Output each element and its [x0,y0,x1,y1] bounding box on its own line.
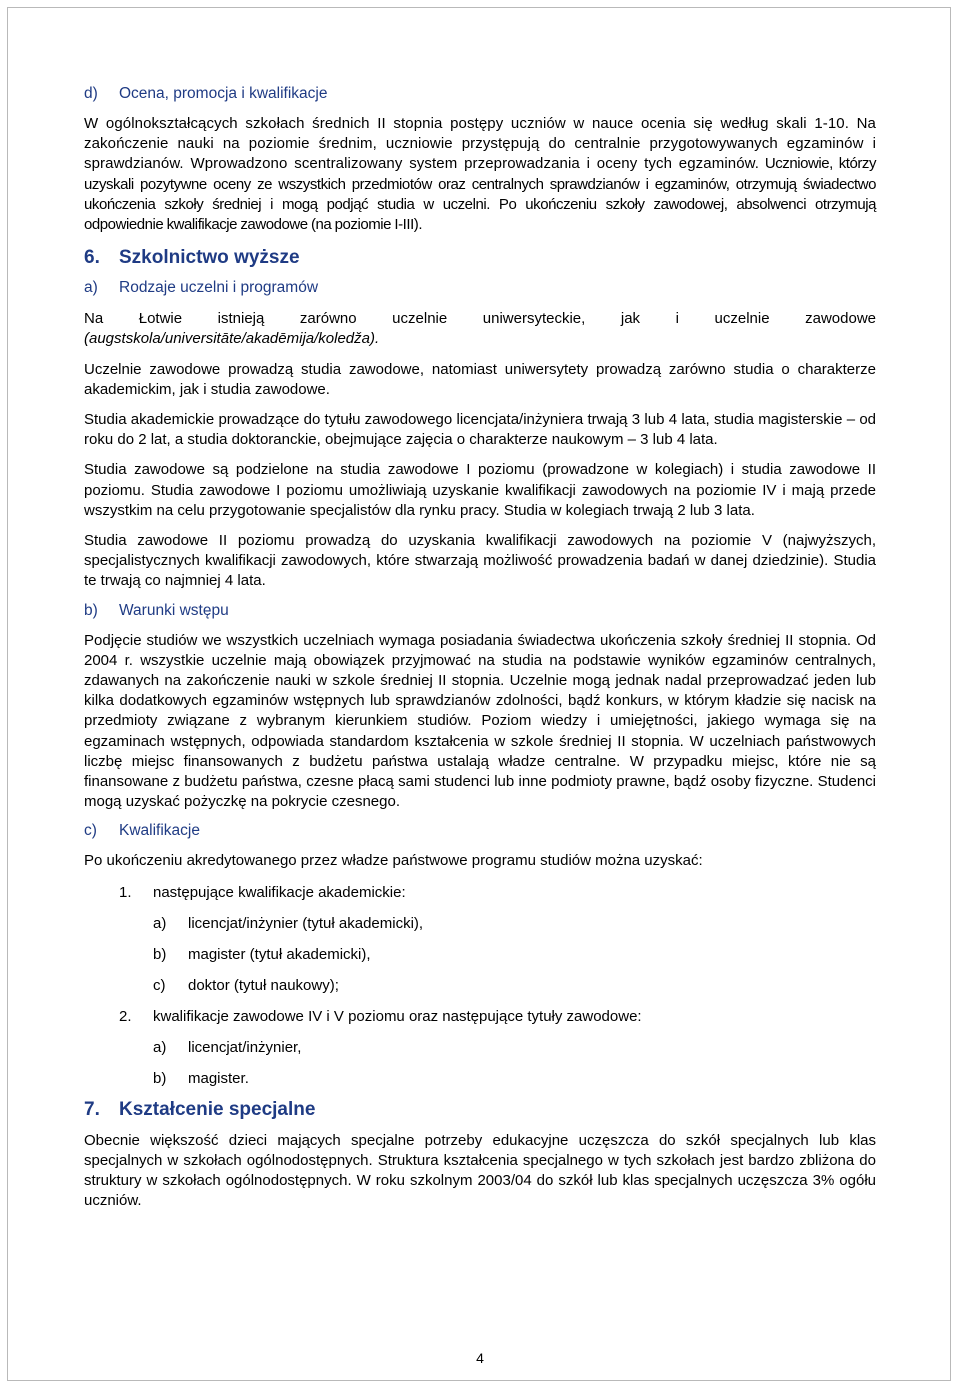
heading-6a [84,279,876,297]
heading-title: Warunki wstępu [119,601,229,619]
sublist-item [84,976,876,996]
list-marker: 1. [119,883,132,901]
heading-marker: b) [84,601,98,619]
heading-marker: a) [84,279,98,297]
qualifications-list [84,883,876,1089]
paragraph-grading [84,114,876,235]
paragraph-grading-part2: Uczniowie, którzy uzyskali pozytywne oceny ze wszystkich przedmiotów oraz centralnych sprawdzianów i egzaminów, otrzymują świadectwo ukończenia szkoły średniej i mogą podjąć studia w uczelni. Po ukończeniu szkoły zawodowej, absolwenci otrzymują odpowiednie kwalifikacje zawodowe (na poziomie I-III). [84,155,876,234]
list-marker: b) [153,1069,167,1087]
list-item [84,1007,876,1027]
paragraph-italic-terms: (augstskola/universitāte/akadēmija/koledža). [84,330,380,348]
heading-marker: c) [84,822,97,840]
heading-title: Kształcenie specjalne [119,1098,316,1120]
list-marker: b) [153,945,167,963]
heading-d [84,85,876,103]
list-marker: c) [153,976,166,994]
paragraph-academic-studies: Studia akademickie prowadzące do tytułu zawodowego licencjata/inżyniera trwają 3 lub 4 lata, studia magisterskie – od roku do 2 lat, a studia doktoranckie, obejmujące zajęcia o charakterze naukowym – 3 lub 4 lata. [84,411,876,449]
sublist-item [84,1069,876,1089]
list-text: następujące kwalifikacje akademickie: [153,883,406,901]
list-item [84,883,876,903]
paragraph-vocational-universities: Uczelnie zawodowe prowadzą studia zawodowe, natomiast uniwersytety prowadzą zarówno studia o charakterze akademickim, jak i studia zawodowe. [84,360,876,398]
paragraph-grading-part1: W ogólnokształcących szkołach średnich II stopnia postępy uczniów w nauce ocenia się według skali 1-10. Na zakończenie nauki na poziomie średnim, uczniowie przystępują do centralnie przygotowywanych egzaminów i sprawdzianów. Wprowadzono scentralizowany system przeprowadzania i oceny tych egzaminów. [84,115,876,173]
heading-title: Kwalifikacje [119,822,200,840]
paragraph-qualifications-intro: Po ukończeniu akredytowanego przez władze państwowe programu studiów można uzyskać: [84,852,703,870]
sublist-item [84,945,876,965]
heading-6b [84,602,876,620]
list-text: magister. [188,1069,249,1087]
list-text: kwalifikacje zawodowe IV i V poziomu oraz następujące tytuły zawodowe: [153,1007,642,1025]
heading-title: Rodzaje uczelni i programów [119,279,319,297]
heading-title: Szkolnictwo wyższe [119,247,300,269]
heading-6c [84,822,876,840]
heading-marker: d) [84,85,98,102]
heading-number: 6. [84,247,100,269]
list-text: magister (tytuł akademicki), [188,945,371,963]
paragraph-special-education: Obecnie większość dzieci mających specjalne potrzeby edukacyjne uczęszcza do szkół specjalnych lub klas specjalnych w szkołach ogólnodostępnych. Struktura kształcenia specjalnego w tych szkołach jest bardzo zbliżona do struktury w szkołach ogólnodostępnych. W roku szkolnym 2003/04 do szkół lub klas specjalnych uczęszcza 3% ogółu uczniów. [84,1131,876,1210]
paragraph-second-level-studies: Studia zawodowe II poziomu prowadzą do uzyskania kwalifikacji zawodowych na poziomie V (najwyższych, specjalistycznych kwalifikacji zawodowych, które stwarzają możliwość prowadzenia badań w danej dziedzinie). Studia te trwają co najmniej 4 lata. [84,532,876,590]
list-text: licencjat/inżynier (tytuł akademicki), [188,914,424,932]
paragraph-vocational-studies: Studia zawodowe są podzielone na studia zawodowe I poziomu (prowadzone w kolegiach) i studia zawodowe II poziomu. Studia zawodowe I poziomu umożliwiają uzyskanie kwalifikacji zawodowych na poziomie IV i mają przede wszystkim na celu przygotowanie specjalistów dla rynku pracy. Studia w kolegiach trwają 2 lub 3 lata. [84,461,876,519]
heading-title: Ocena, promocja i kwalifikacje [119,85,328,102]
paragraph-university-types [84,309,876,349]
list-marker: 2. [119,1007,132,1025]
sublist-item [84,1038,876,1058]
paragraph-text: Na Łotwie istnieją zarówno uczelnie uniwersyteckie, jak i uczelnie zawodowe [84,310,876,328]
heading-6 [84,247,876,269]
list-text: licencjat/inżynier, [188,1038,302,1056]
list-marker: a) [153,1038,167,1056]
sublist-item [84,914,876,934]
page-number: 4 [476,1350,484,1366]
heading-number: 7. [84,1098,100,1120]
list-text: doktor (tytuł naukowy); [188,976,339,994]
paragraph-admission: Podjęcie studiów we wszystkich uczelniach wymaga posiadania świadectwa ukończenia szkoły średniej II stopnia. Od 2004 r. wszystkie uczelnie mają obowiązek przyjmować na studia na podstawie wyników egzaminów centralnych, zdawanych na zakończenie nauki w szkole średniej II stopnia. Uczelnie mogą jednak nadal przeprowadzać jeden lub kilka dodatkowych egzaminów wstępnych lub sprawdzianów zdolności, bądź konkurs, w którym kładzie się nacisk na przedmioty związane z wybranym kierunkiem studiów. Poziom wiedzy i umiejętności, jakiego wymaga się na egzaminach wstępnych, odpowiada standardom kształcenia w szkole średniej II stopnia. W uczelniach państwowych liczbę miejsc finansowanych z budżetu państwa ustalają władze centralne. W przypadku miejsc, które nie są finansowane z budżetu państwa, czesne płacą sami studenci lub inne podmioty prawne, bądź osoby fizyczne. Studenci mogą uzyskać pożyczkę na pokrycie czesnego. [84,631,876,811]
heading-7 [84,1099,876,1121]
list-marker: a) [153,914,167,932]
document-body [84,82,876,1212]
